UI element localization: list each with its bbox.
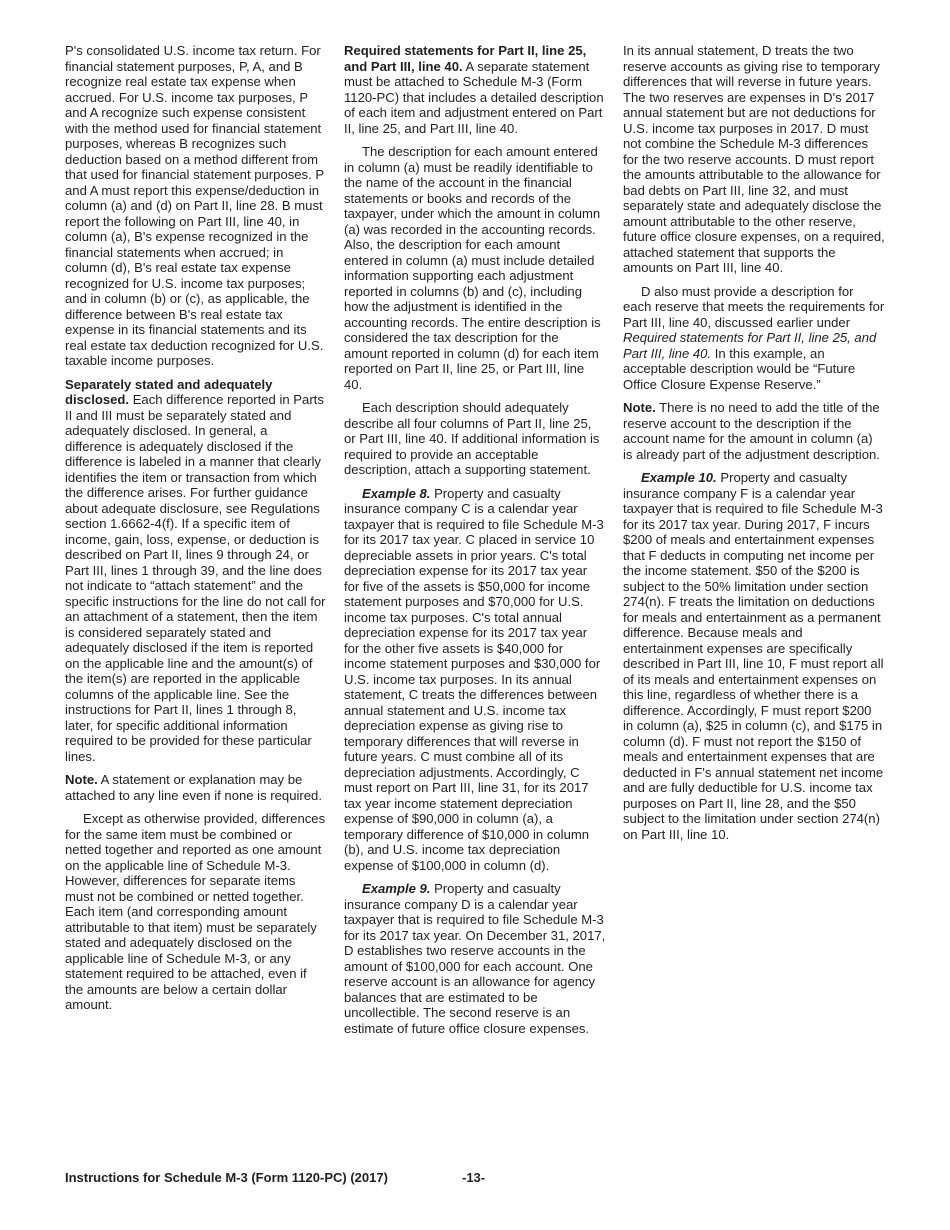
column-left — [65, 43, 327, 1021]
paragraph-combined-netted: Except as otherwise provided, differences for the same item must be combined or netted together and reported as one amount on the applicable line of Schedule M-3. However, differences for separate items must not be combined or netted together. Each item (and corresponding amount attributable to that item) must be separately stated and adequately disclosed on the applicable line of Schedule M-3, or any statement required to be attached, even if the amounts are below a certain dollar amount. — [65, 811, 326, 1012]
reserve-description-reference: Required statements for Part II, line 25, and Part III, line 40. — [623, 330, 877, 361]
example-9-text: Property and casualty insurance company D is a calendar year taxpayer that is required to file Schedule M-3 for its 2017 tax year. On December 31, 2017, D establishes two reserve accounts in the amount of $100,000 for each account. One reserve account is an allowance for agency balances that are estimated to be uncollectible. The second reserve is an estimate of future office closure expenses. — [344, 881, 606, 1036]
example-8 — [344, 486, 606, 874]
heading-required-statements: Required statements for Part II, line 25, and Part III, line 40. — [344, 43, 587, 74]
note-label: Note. — [623, 400, 656, 415]
note-text: There is no need to add the title of the reserve account to the description if the account name for the amount in column (a) is already part of the adjustment description. — [623, 400, 880, 462]
paragraph-reserve-accounts: In its annual statement, D treats the two reserve accounts as giving rise to temporary differences that will reverse in future years. The two reserves are expenses in D's 2017 annual statement but are not deductions for U.S. income tax purposes in 2017. D must not combine the Schedule M-3 differences for the two reserve accounts. D must report the amounts attributable to the allowance for bad debts on Part III, line 32, and must separately state and adequately disclose the amount attributable to the other reserve, future office closure expenses, on a required, attached statement that supports the amounts on Part III, line 40. — [623, 43, 885, 275]
paragraph-description-amount: The description for each amount entered in column (a) must be readily identifiable to the name of the account in the financial statements or books and records of the taxpayer, under which the amount in column (a) was recorded in the accounting records. Also, the description for each amount entered in column (a) must include detailed information supporting each adjustment reported in columns (b) and (c), including how the adjustment is identified in the accounting records. The entire description is considered the tax description for the amount reported in column (d) for each item reported on Part II, line 25, or Part III, line 40. — [344, 144, 601, 392]
example-10-label: Example 10. — [641, 470, 717, 485]
example-9-label: Example 9. — [362, 881, 431, 896]
example-10-text: Property and casualty insurance company F is a calendar year taxpayer that is required to file Schedule M-3 for its 2017 tax year. During 2017, F incurs $200 of meals and entertainment expenses that F deducts in computing net income per the income statement. $50 of the $200 is subject to the 50% limitation under section 274(n). F treats the limitation on deductions for meals and entertainment as a permanent difference. Because meals and entertainment expenses are specifically described in Part III, line 10, F must report all of its meals and entertainment expenses on this line, regardless of whether there is a difference. Accordingly, F must report $200 in column (a), $25 in column (c), and $175 in column (d). F must not report the $150 of meals and entertainment expenses that are deducted in F's annual statement net income and are fully deductible for U.S. income tax purposes on Part II, line 28, and the $50 subject to the limitation under section 274(n) on Part III, line 10. — [623, 470, 884, 842]
example-9 — [344, 881, 606, 1036]
paragraph-reserve-description — [623, 284, 885, 393]
page-footer — [65, 1170, 885, 1185]
reserve-description-text-b: In this example, an acceptable description would be “Future Office Closure Expense Reserve.” — [623, 345, 856, 392]
reserve-description-text-a: D also must provide a description for each reserve that meets the requirements for Part III, line 40, discussed earlier under — [623, 283, 885, 330]
page-number: -13- — [462, 1170, 486, 1185]
note-text: A statement or explanation may be attached to any line even if none is required. — [65, 772, 322, 803]
paragraph-each-description: Each description should adequately describe all four columns of Part II, line 25, or Part III, line 40. If additional information is required to provide an acceptable description, attach a supporting statement. — [344, 400, 600, 477]
note-label: Note. — [65, 772, 98, 787]
example-8-label: Example 8. — [362, 485, 431, 501]
example-8-text: Property and casualty insurance company C is a calendar year taxpayer that is required to file Schedule M-3 for its 2017 tax year. C placed in service 10 depreciable assets in prior years. C's total depreciation expense for its 2017 tax year for five of the assets is $50,000 for income statement purposes and $70,000 for U.S. income tax purposes. C's total annual depreciation expense for its 2017 tax year for the other five assets is $40,000 for income statement purposes and $30,000 for U.S. income tax purposes. In its annual statement, C treats the differences between annual statement and U.S. income tax depreciation expense as giving rise to temporary differences that will reverse in future years. C must combine all of its depreciation adjustments. Accordingly, C must report on Part III, line 31, for its 2017 tax year income statement depreciation expense of $90,000 in column (a), a temporary difference of $10,000 in column (b), and U.S. income tax depreciation expense of $100,000 in column (d). — [344, 485, 604, 873]
text-separately-stated: Each difference reported in Parts II and III must be separately stated and adequately disclosed. In general, a difference is adequately disclosed if the difference is labeled in a manner that clearly identifies the item or transaction from which the difference arises. For further guidance about adequate disclosure, see Regulations section 1.6662-4(f). If a specific item of income, gain, loss, expense, or deduction is described on Part II, lines 9 through 24, or Part III, lines 1 through 39, and the line does not indicate to “attach statement” and the specific instructions for the line do not call for an attachment of a statement, then the item is considered separately stated and adequately disclosed if the item is reported on the applicable line and the amount(s) of the item(s) are reported in the applicable columns of the applicable line. See the instructions for Part II, lines 1 through 8, later, for specific additional information required to be provided for these particular lines. — [65, 392, 326, 764]
note-reserve-title — [623, 400, 885, 462]
footer-title: Instructions for Schedule M-3 (Form 1120-PC) (2017) — [65, 1170, 388, 1185]
paragraph-separately-stated — [65, 377, 327, 765]
note-statement — [65, 772, 327, 803]
column-right — [623, 43, 885, 850]
heading-separately-stated: Separately stated and adequately disclosed. — [65, 376, 273, 407]
column-middle — [344, 43, 606, 1044]
text-required-statements: A separate statement must be attached to Schedule M-3 (Form 1120-PC) that includes a detailed description of each item and adjustment entered on Part II, line 25, and Part III, line 40. — [344, 58, 604, 136]
paragraph-consolidated-return: P's consolidated U.S. income tax return. For financial statement purposes, P, A, and B recognize real estate tax expense when accrued. For U.S. income tax purposes, P and A recognize such expense consistent with the method used for financial statement purposes, whereas B recognizes such deduction based on a method different from that used for financial statement purposes. P and A must report this expense/deduction in column (a) and (d) on Part II, line 28. B must report the following on Part III, line 40, in column (a), B's expense recognized in the financial statements when accrued; in column (d), B's real estate tax expense recognized for U.S. income tax purposes; and in column (b) or (c), as applicable, the difference between B's real estate tax expense in its financial statements and its real estate tax deduction recognized for U.S. taxable income purposes. — [65, 43, 324, 368]
example-10 — [623, 470, 885, 842]
paragraph-required-statements — [344, 43, 606, 136]
